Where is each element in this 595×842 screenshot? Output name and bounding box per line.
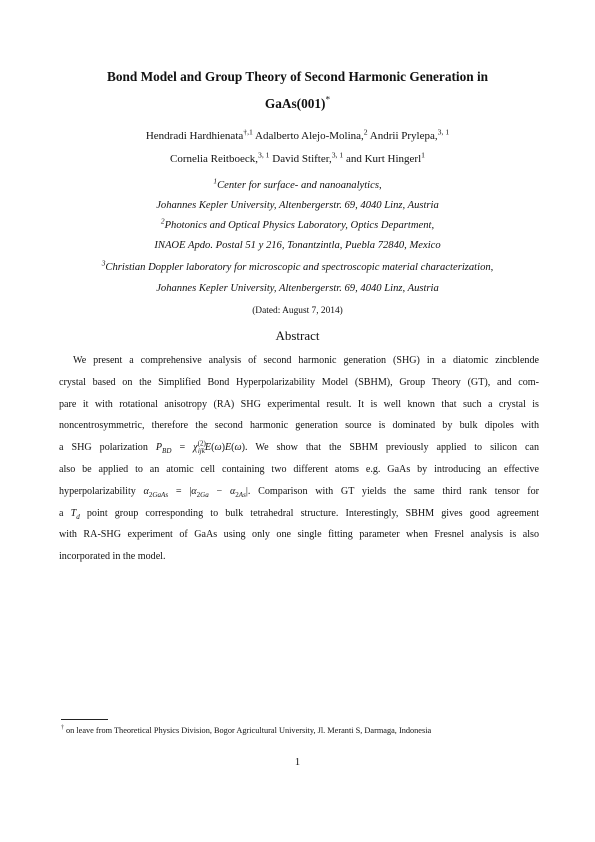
paper-title-line-1: Bond Model and Group Theory of Second Harmonic Generation in — [106, 69, 489, 84]
author-name: Andrii Prylepa, — [369, 130, 438, 142]
equation-hyperpolarizability: $\alpha_{2GaAs} = |\alpha_{2Ga} - \alpha_{2As}|$ — [143, 485, 248, 499]
author-name: Adalberto Alejo-Molina, — [255, 130, 364, 142]
author-name: Hendradi Hardhienata — [145, 130, 244, 142]
abstract-line: noncentrosymmetric, therefore the second harmonic generation source is dominated by bulk dipoles with — [59, 420, 539, 432]
abstract-line: with RA-SHG experiment of GaAs using only one single fitting parameter when Fresnel analysis is also — [59, 529, 539, 541]
equation-point-group: $T_d$ — [70, 507, 80, 521]
author-name: Cornelia Reitboeck, — [170, 153, 258, 165]
equation-polarization: $P_{BD} = \chi^{(2)}_{ijk}E(\omega)E(\omega)$ — [155, 439, 246, 456]
abstract-line: hyperpolarizability $\alpha_{2GaAs} = |\alpha_{2Ga} - \alpha_{2As}|$. Comparison with GT yields the same third rank tensor for — [59, 485, 539, 499]
paper-title-line-2: GaAs(001)* — [264, 95, 331, 111]
abstract-line: a $T_d$ point group corresponding to bulk tetrahedral structure. Interestingly, SBHM gives good agreement — [59, 507, 540, 521]
abstract-line: crystal based on the Simplified Bond Hyperpolarizability Model (SBHM), Group Theory (GT), and com- — [59, 376, 539, 388]
authors-line-1: Hendradi Hardhienata$^{\dagger,1}$ Adalberto Alejo-Molina,$^2$ Andrii Prylepa,$^{3, 1}$ — [145, 127, 450, 142]
dated-line: (Dated: August 7, 2014) — [252, 306, 343, 316]
abstract-line: pare it with rotational anisotropy (RA) SHG experimental result. It is well known that such a crystal is — [59, 398, 539, 410]
abstract-line: incorporated in the model. — [59, 551, 166, 563]
abstract-line: We present a comprehensive analysis of second harmonic generation (SHG) in a diatomic zincblende — [73, 355, 539, 366]
footnote-rule — [61, 719, 108, 720]
affiliation-2-line-1: $^2$Photonics and Optical Physics Laboratory, Optics Department, — [160, 216, 435, 231]
abstract-heading: Abstract — [275, 328, 320, 343]
author-name: David Stifter, — [272, 153, 332, 165]
footnote-mark: † — [61, 725, 64, 732]
affiliation-2-line-2: INAOE Apdo. Postal 51 y 216, Tonantzintla, Puebla 72840, Mexico — [154, 240, 441, 251]
author-name: and Kurt Hingerl — [345, 153, 422, 165]
footnote: † on leave from Theoretical Physics Division, Bogor Agricultural University, Jl. Meranti S, Darmaga, Indonesia — [61, 725, 432, 735]
affiliation-1-line-2: Johannes Kepler University, Altenbergerstr. 69, 4040 Linz, Austria — [156, 200, 439, 211]
affiliation-3-line-1: $^3$Christian Doppler laboratory for microscopic and spectroscopic material characterization, — [101, 258, 494, 273]
abstract-line: also be applied to an atomic cell containing two different atoms e.g. GaAs by introducing an effective — [59, 463, 539, 475]
abstract-line: a SHG polarization $P_{BD} = \chi^{(2)}_{ijk}E(\omega)E(\omega)$. We show that the SBHM previously applied to silicon can — [59, 439, 539, 456]
affiliation-1-line-1: $^1$Center for surface- and nanoanalytics, — [213, 176, 382, 191]
abstract-body — [59, 350, 539, 568]
title-footnote-mark: * — [325, 95, 331, 106]
authors-line-2: Cornelia Reitboeck,$^{3, 1}$ David Stifter,$^{3, 1}$ and Kurt Hingerl$^1$ — [170, 150, 425, 165]
page-number: 1 — [294, 757, 301, 768]
affiliation-3-line-2: Johannes Kepler University, Altenbergerstr. 69, 4040 Linz, Austria — [156, 283, 439, 294]
